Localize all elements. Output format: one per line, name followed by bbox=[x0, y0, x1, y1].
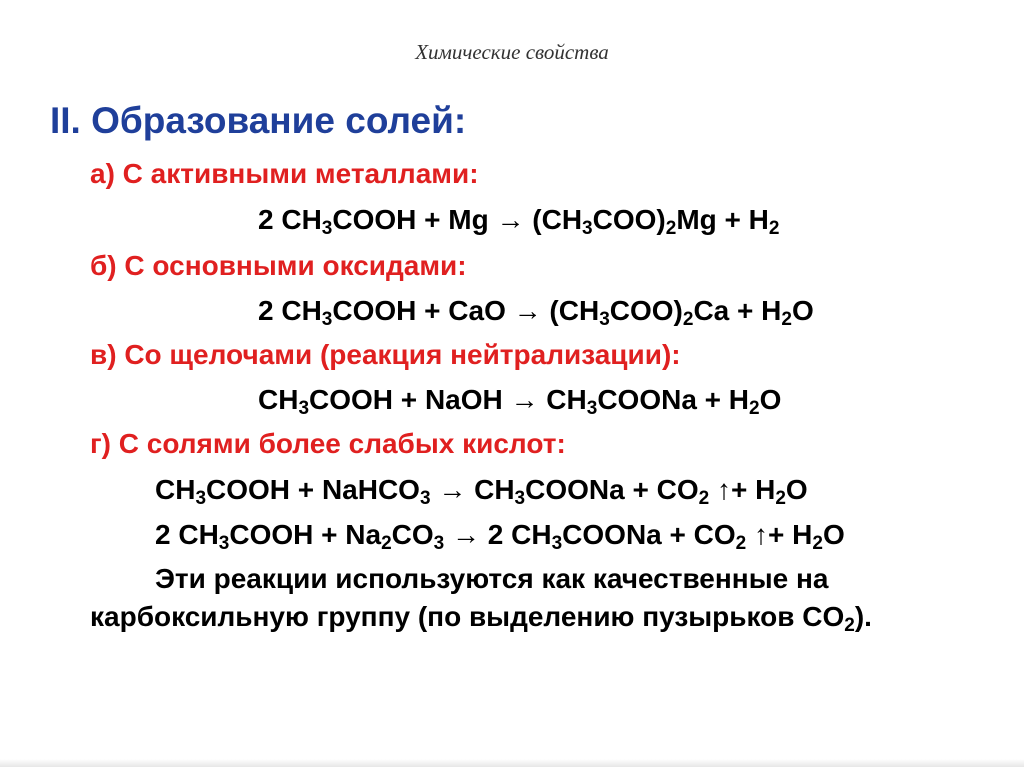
equation-g2: 2 $CH_3COOH + Na_2CO_3 \to 2$ $CH_3COONa + CO_2$ ↑+ $H_2O$ bbox=[155, 519, 845, 554]
section-g-label: г) С солями более слабых кислот: bbox=[90, 428, 566, 459]
slide-header: Химические свойства bbox=[415, 40, 609, 64]
equation-b: 2 $CH_3COOH$ + CaO → $(CH_3COO)_2Ca + H_2O$ bbox=[258, 295, 814, 330]
section-a-label: а) С активными металлами: bbox=[90, 158, 479, 189]
slide-title: II. Образование солей: bbox=[50, 100, 467, 141]
equation-a: 2 $CH_3COOH + Mg \to (CH_3COO)_2Mg + H_2$ bbox=[258, 204, 780, 239]
section-b-label: б) С основными оксидами: bbox=[90, 250, 467, 281]
equation-g1: $CH_3COOH$ + NaHCO$_3$ → $CH_3COONa + CO_2$ ↑+ $H_2O$ bbox=[155, 474, 808, 509]
equation-v: $CH_3COOH$ + NaOH → $CH_3COONa + H_2O$ bbox=[258, 384, 782, 419]
slide-bottom-edge bbox=[0, 759, 1024, 767]
note-line-1: Эти реакции используются как качественные на bbox=[155, 563, 829, 594]
note-line-2: карбоксильную группу (по выделению пузырьков $CO_2$). bbox=[90, 601, 872, 636]
section-v-label: в) Со щелочами (реакция нейтрализации): bbox=[90, 339, 681, 370]
